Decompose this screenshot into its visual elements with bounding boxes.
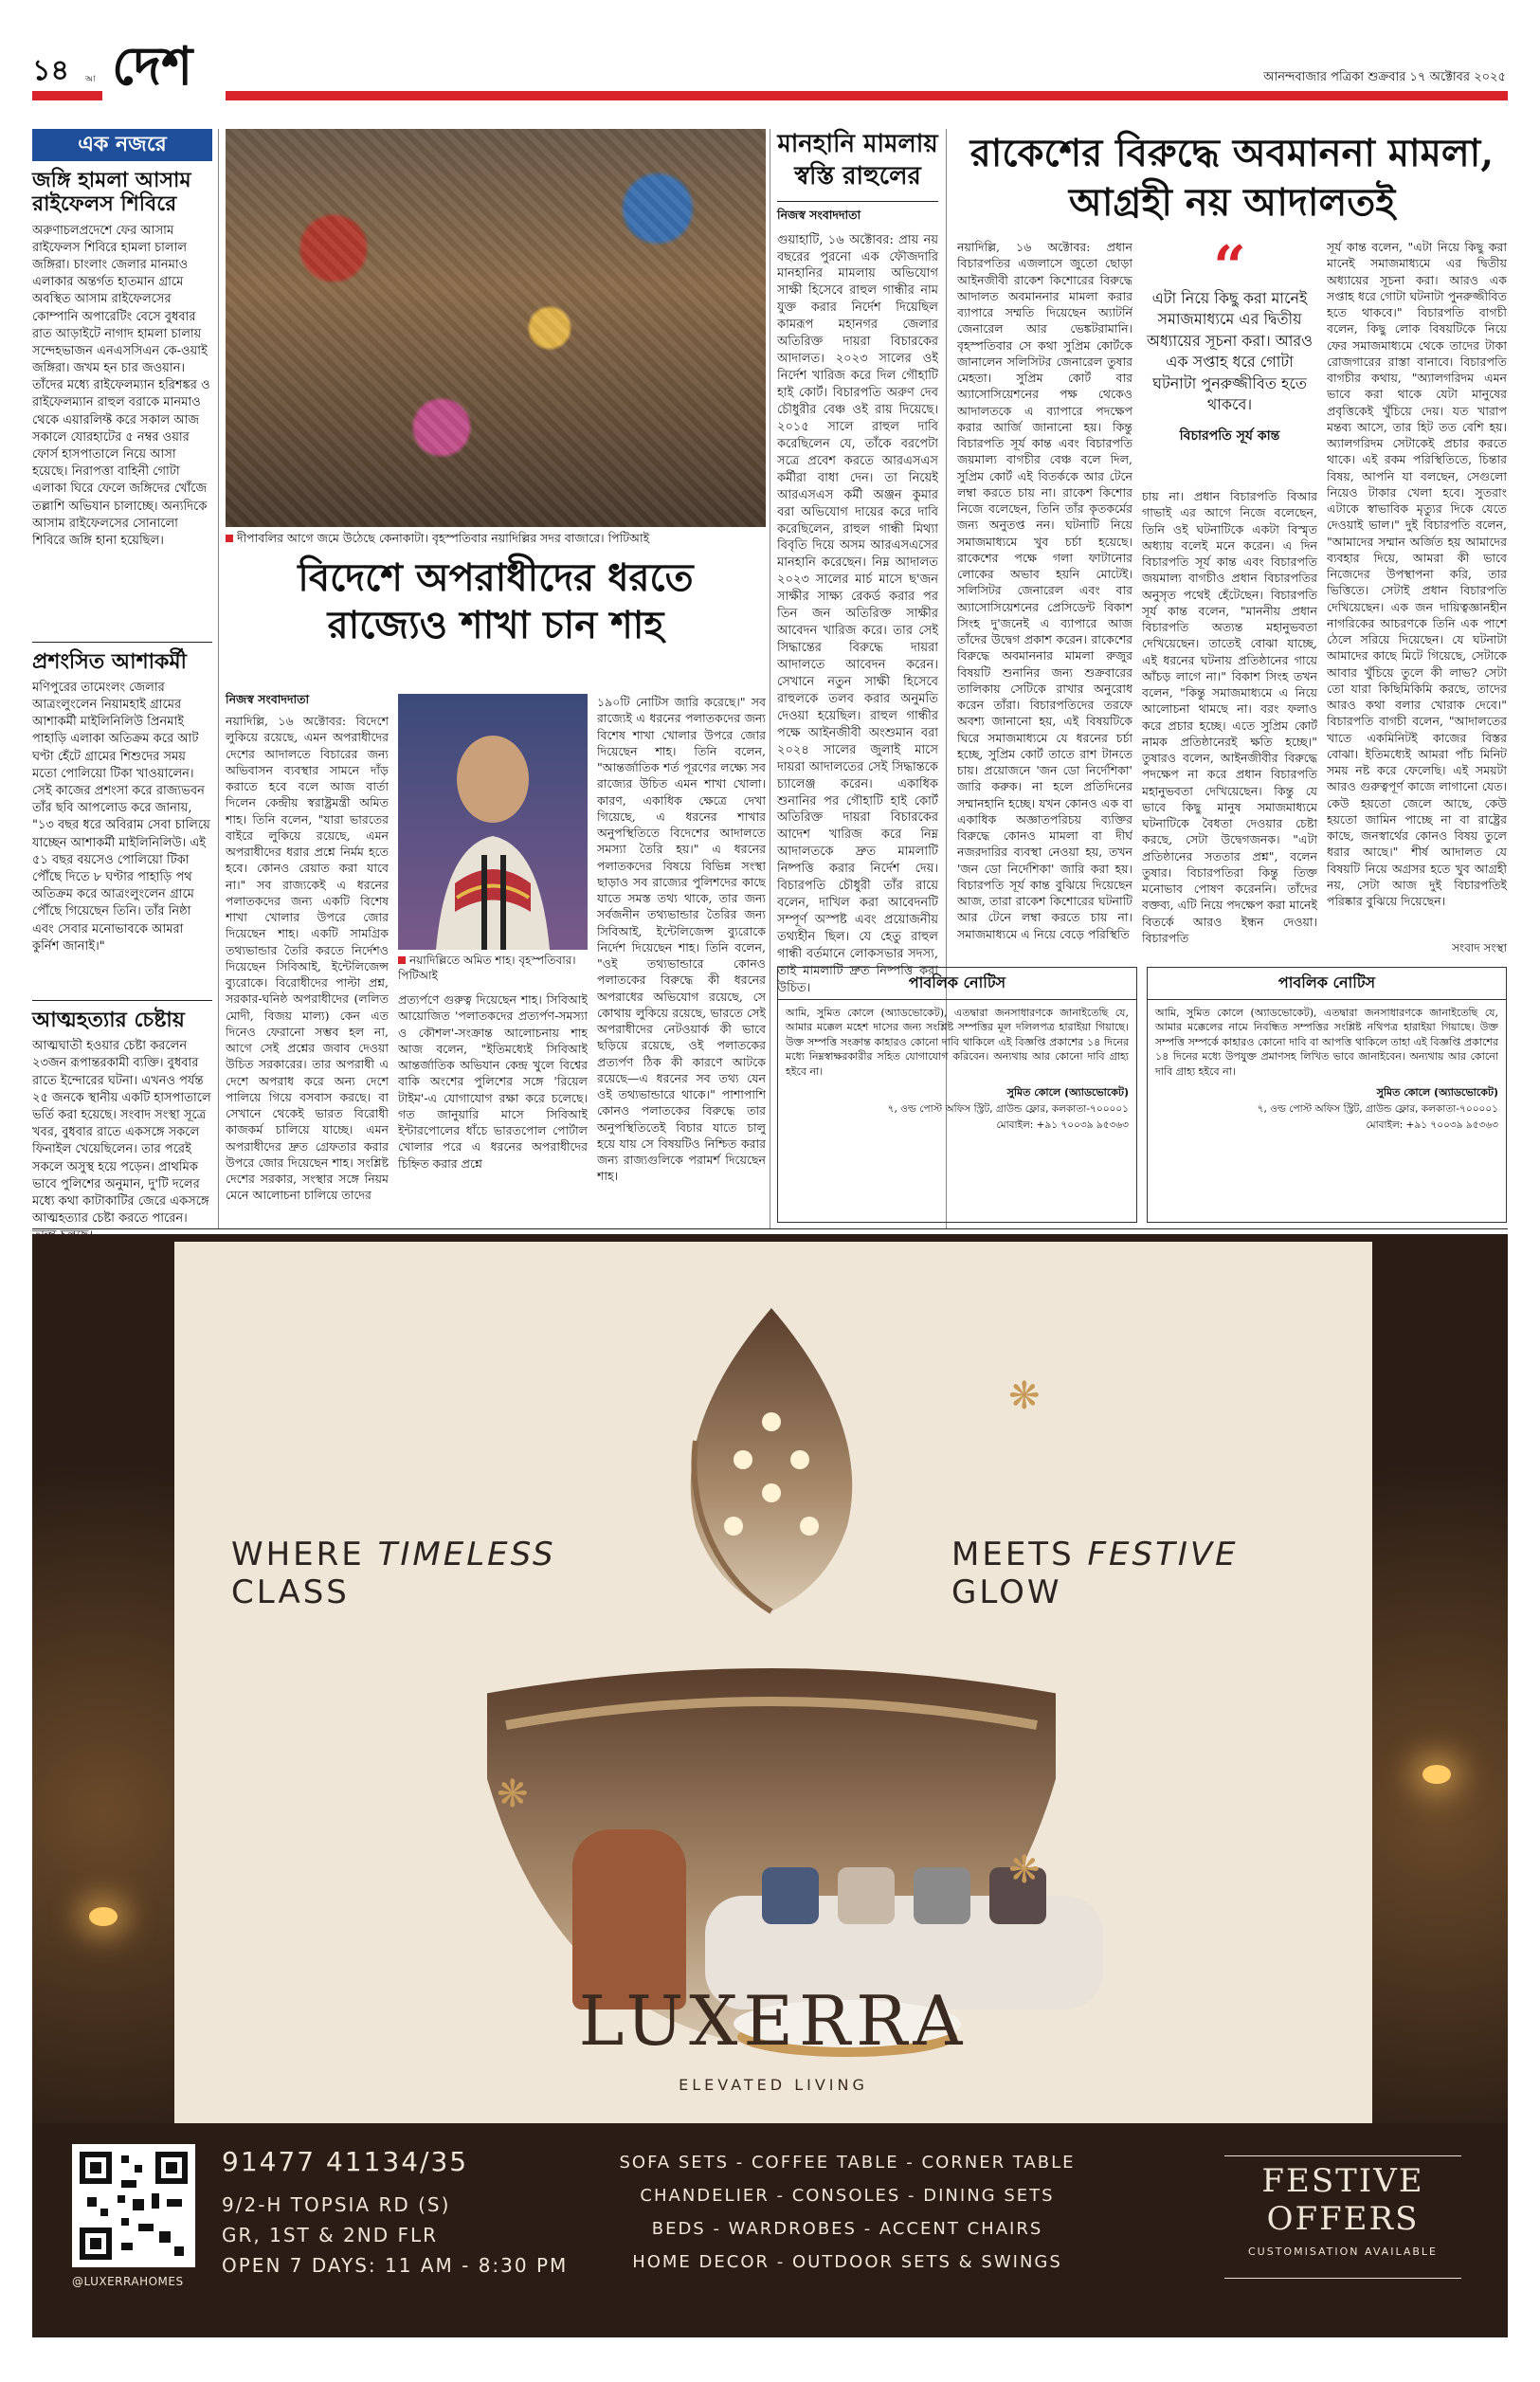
sparkle-icon: ❋ [497, 1773, 529, 1816]
ad-tagline-right [951, 1536, 1350, 1611]
festive-offers-box [1224, 2155, 1461, 2279]
portrait-figure-icon [398, 694, 588, 950]
shah-headline-line-1: বিদেশে অপরাধীদের ধরতে [298, 555, 694, 600]
ad-left-ambience [32, 1234, 174, 2123]
sidebar-headline-2: প্রশংসিত আশাকর্মী [32, 649, 187, 674]
divider [32, 1228, 1508, 1229]
qr-pattern-icon [80, 2152, 188, 2260]
sidebar-text-3: আত্মঘাতী হওয়ার চেষ্টা করলেন ২৩জন রূপান্তরকামী ব্যক্তি। বুধবার রাতে ইন্দোরের ঘটনা। এখনও পর্যন্ত ২৫ জনকে স্থানীয় একটি হাসপাতালে ভর্তি করা হয়েছে। সংবাদ সংস্থা সূত্রে খবর, বুধবার রাতে একসঙ্গে সকলে ফিনাইল খেয়েছিলেন। তার পরেই সকলে অসুস্থ হয়ে পড়েন। প্রাথমিক ভাবে পুলিশের অনুমান, দু'টি দলের মধ্যে কথা কাটাকাটির জেরে একসঙ্গে আত্মহত্যার চেষ্টা করতে পারেন। [32, 1039, 211, 1227]
tagline-emphasis: TIMELESS [377, 1536, 556, 1573]
notice-text: আমি, সুমিত কোলে (অ্যাডভোকেট), এতদ্বারা জনসাধারণকে জানাইতেছি যে, আমার মক্কেল মহেশ দাসের জন্য সংশ্লিষ্ট সম্পত্তির মূল দলিলপত্র হারাইয়া গিয়াছে। উক্ত সম্পত্তি সংক্রান্ত কাহারও কোনো দাবি থাকিলে এই বিজ্ঞপ্তি প্রকাশের ১৪ দিনের মধ্যে নিম্নস্বাক্ষরকারীর সহিত যোগাযোগ করিবেন। অন্যথায় আর কোনো দাবি গ্রাহ্য হইবে না। [786, 1007, 1129, 1078]
sparkle-icon: ❋ [1008, 1374, 1041, 1418]
cushion [838, 1867, 895, 1924]
sidebar-headline-1: জঙ্গি হামলা আসাম রাইফেলস শিবিরে [32, 169, 191, 217]
sidebar-text-2: মণিপুরের তামেংলং জেলার আত্ৰংলুংলেন নিয়ামহাই গ্রামের আশাকর্মী মাইলিনিলিউ প্রিনমাই পাহাড়ি এলাকা অতিক্রম করে আট ঘণ্টা হেঁটে গ্রামের শিশুদের সময় মতো পোলিয়ো টিকা খাওয়ালেন। সেই কাজের প্রশংসা করে রাজ্যভবন তাঁর ছবি আপলোড করে জানায়, "১৩ বছর ধরে অবিরাম সেবা চালিয়ে যাচ্ছেন আশাকর্মী মাইলিনিলিউ। এই ৫১ বছর বয়সেও পোলিয়ো টিকা পৌঁছে দিতে ৮ ঘণ্টার পাহাড়ি পথ অতিক্রম করে আত্ৰংলুংলেন গ্রামে পৌঁছে গিয়েছেন তিনি। তাঁর নিষ্ঠা এবং সেবার মনোভাবকে আমরা কুর্নিশ জানাই।" [32, 680, 210, 954]
header-bar-left [32, 91, 102, 100]
qr-code-icon [72, 2144, 195, 2267]
cushion [914, 1867, 970, 1924]
notice-title: পাবলিক নোটিস [778, 968, 1136, 1000]
diya-lamp-icon [1422, 1765, 1451, 1784]
phone-number: 91477 41134/35 [222, 2146, 469, 2177]
rakesh-pullquote-attribution: বিচারপতি সূর্য কান্ত [1179, 428, 1280, 445]
sidebar-text-1: অরুণাচলপ্রদেশে ফের আসাম রাইফেলস শিবিরে হামলা চালাল জঙ্গিরা। চাংলাং জেলার মানমাও এলাকার অন্তর্গত হাতমান গ্রামে অবস্থিত আসাম রাইফেলসের কোম্পানি অপারেটিং বেসে বুধবার রাত আড়াইটে নাগাদ হামলা চালায় সন্দেহভাজন এনএসসিএন কে-ওয়াই জঙ্গিরা। জখম হন চার জওয়ান। তাঁদের মধ্যে রাইফেলম্যান হরিশঙ্কর ও রাইফেলম্যান রাহুল বরাকে মানমাও থেকে এয়ারলিফ্ট করে সকাল আজ সকালে যোরহাটের ৫ নম্বর ওয়ার ফোর্স হাসপাতালে নিয়ে আসা হয়েছে। নিরাপত্তা বাহিনী গোটা এলাকা ঘিরে ফেলে জঙ্গিদের খোঁজে তল্লাশি অভিযান চালাচ্ছে। অন্যদিকে আসাম রাইফেলসের সোনালো শিবিরে জঙ্গি হানা হয়েছিল। [32, 223, 210, 548]
rakesh-pullquote: এটা নিয়ে কিছু করা মানেই সমাজমাধ্যমে এর দ্বিতীয় অধ্যায়ের সূচনা করা। আরও এক সপ্তাহ ধরে গোটা ঘটনাটা পুনরুজ্জীবিত হতে থাকবে। [1146, 289, 1313, 413]
amit-shah-photo [398, 694, 588, 950]
product-list [601, 2146, 1094, 2279]
shah-col-3: ১৯০টি নোটিস জারি করেছে।" সব রাজ্যেই এ ধরনের পলাতকদের জন্য বিশেষ শাখা খোলার উপরে জোর দিয়েছেন শাহ। তিনি বলেন, "আন্তর্জাতিক শর্ত পূরণের লক্ষ্যে সব রাজ্যের উচিত এমন শাখা খোলা। কারণ, একাধিক ক্ষেত্রে দেখা গিয়েছে, এ ধরনের শাখার অনুপস্থিতিতে বিদেশের আদালতে সমস্যা তৈরি হয়।" এ ধরনের পলাতকদের বিষয়ে বিভিন্ন সংস্থা ছাড়াও সব রাজ্যের পুলিশদের কাছে যাতে সমস্ত তথ্য থাকে, তার জন্য সর্বজনীন তথ্যভান্ডার তৈরির জন্য সিবিআই, ইন্টেলিজেন্স ব্যুরোকে নির্দেশ দিয়েছেন শাহ। তিনি বলেন, "ওই তথ্যভান্ডারে কোনও পলাতকের বিরুদ্ধে কী ধরনের অপরাধের অভিযোগ রয়েছে, সে কোথায় লুকিয়ে রয়েছে, ভারতে সেই অপরাধীদের নেটওয়ার্ক কী ভাবে ছড়িয়ে রয়েছে, ওই পলাতকের প্রত্যর্পণ ঠিক কী কারণে আটকে রয়েছে—এ ধরনের সব তথ্য যেন ওই তথ্যভান্ডারে থাকে।" পাশাপাশি কোনও পলাতকের বিরুদ্ধে তার অনুপস্থিতিতেই বিচার যাতে চালু হয়ে যায় সে বিষয়টিও নিশ্চিত করার জন্য রাজ্যগুলিকে পরামর্শ দিয়েছেন শাহ। [597, 695, 766, 1184]
notice-phone: মোবাইল: +৯১ ৭০০৩৯ ৯৫৩৬৩ [1366, 1118, 1498, 1131]
photo-caption-text: দীপাবলির আগে জমে উঠেছে কেনাকাটা। বৃহস্পতিবার নয়াদিল্লির সদর বাজারে। পিটিআই [237, 531, 650, 545]
address-line-2: GR, 1ST & 2ND FLR [222, 2224, 439, 2246]
rakesh-col-2: চায় না। প্রধান বিচারপতি বিআর গাভাই এর আগে নিজে বলেছেন, তিনি ওই ঘটনাটিকে একটা বিস্মৃত অধ্যায় বলেই মনে করেন। এ দিন বিচারপতি সূর্য কান্ত এবং বিচারপতি জয়মাল্য বাগচীও প্রধান বিচারপতির অনুসৃত পথেই হেঁটেছেন। বিচারপতি সূর্য কান্ত বলেন, "মাননীয় প্রধান বিচারপতি অত্যন্ত মহানুভবতা দেখিয়েছেন। তাতেই বোঝা যাচ্ছে, এই ধরনের ঘটনায় প্রতিষ্ঠানের গায়ে আঁচড় লাগে না।" বিকাশ সিংহ তখন বলেন, "কিন্তু সমাজমাধ্যমে এ নিয়ে আলোচনা থামছে না। বরং ফলাও করে প্রচার হচ্ছে। এতে সুপ্রিম কোর্ট নামক প্রতিষ্ঠানেরই ক্ষতি হচ্ছে।" তুষারও বলেন, আইনজীবীর বিরুদ্ধে পদক্ষেপ না করে প্রধান বিচারপতি মহানুভবতা দেখিয়েছেন। কিন্তু যে ভাবে কিছু মানুষ সমাজমাধ্যমে ঘটনাটিকে বৈধতা দেওয়ার চেষ্টা করছে, সেটা উদ্বেগজনক। "এটা প্রতিষ্ঠানের সততার প্রশ্ন", বলেন তুষার। বিচারপতিরা কিন্তু তিক্ত মনোভাব পোষণ করেননি। তাঁদের বক্তব্য, এটি নিয়ে পদক্ষেপ করা মানেই বিতর্কে আরও ইন্ধন দেওয়া। বিচারপতি [1142, 489, 1317, 945]
notice-address: ৭, ওল্ড পোস্ট অফিস স্ট্রিট, গ্রাউন্ড ফ্লোর, কলকাতা-৭০০০০১ [1257, 1102, 1498, 1115]
caption-marker-icon [226, 535, 233, 542]
notice-signer: সুমিত কোলে (অ্যাডভোকেট) [1006, 1085, 1129, 1099]
column-rule [218, 129, 219, 1228]
ad-right-ambience [1372, 1234, 1508, 2123]
offer-title-2: OFFERS [1266, 2200, 1420, 2238]
rahul-headline: মানহানি মামলায় স্বস্তি রাহুলের [777, 130, 938, 191]
header-bar-right [226, 91, 1508, 100]
shah-col-2-bottom: প্রত্যর্পণে গুরুত্ব দিয়েছেন শাহ। সিবিআই আয়োজিত 'পলাতকদের প্রত্যর্পণ-সমস্যা ও কৌশল'-সংক্রান্ত আলোচনায় শাহ আজ বলেন, "ইতিমধ্যেই সিবিআই আন্তর্জাতিক অভিযান কেন্দ্র খুলে বিশ্বের বাকি অংশের পুলিশের সঙ্গে 'রিয়েল টাইম'-এ যোগাযোগ রক্ষা করে চলেছে। গত জানুয়ারি মাসে সিবিআই ইন্টারপোলের ধাঁচে ভারতপোল পোর্টাল খোলার পরে এ ধরনের অপরাধীদের চিহ্নিত করার প্রশ্নে [398, 992, 588, 1171]
tagline-text: CLASS [231, 1573, 350, 1611]
rakesh-credit: সংবাদ সংস্থা [1452, 941, 1507, 955]
rahul-body: গুয়াহাটি, ১৬ অক্টোবর: প্রায় নয় বছরের পুরনো এক ফৌজদারি মানহানির মামলায় অভিযোগ সাক্ষী হিসেবে রাহুল গান্ধীর নাম যুক্ত করার নির্দেশ দিয়েছিল কামরূপ মহানগর জেলার অতিরিক্ত দায়রা বিচারকের আদালত। ২০২৩ সালের ওই নির্দেশ খারিজ করে দিল গৌহাটি হাই কোর্ট। বিচারপতি অরুণ দেব চৌধুরীর বেঞ্চ ওই রায় দিয়েছে। ২০১৫ সালে রাহুল দাবি করেছিলেন যে, তাঁকে বরপেটা সত্রে প্রবেশ করতে আরএসএস কর্মীরা বাধা দেন। তা নিয়েই আরএসএস কর্মী অঞ্জন কুমার বরা অভিযোগ দায়ের করে দাবি করেছিলেন, রাহুল গান্ধী মিথ্যা বিবৃতি দিয়ে অসম আরএসএসের মানহানি করেছেন। নিম্ন আদালত ২০২৩ সালের মার্চ মাসে ছ'জন সাক্ষীর সাক্ষ্য রেকর্ড করার পর তিন জন অতিরিক্ত সাক্ষীর আবেদন খারিজ করে। তার সেই সিদ্ধান্তের বিরুদ্ধে দায়রা আদালতে আবেদন করেন। সেখানে নতুন সাক্ষী হিসেবে রাহুলকে তলব করার অনুমতি দেওয়া হয়েছিল। রাহুল গান্ধীর পক্ষে আইনজীবী অংশুমান বরা ২০২৪ সালের জুলাই মাসে দায়রা আদালতের সেই সিদ্ধান্তকে চ্যালেঞ্জ করেন। একাধিক শুনানির পর গৌহাটি হাই কোর্ট অতিরিক্ত দায়রা বিচারকের আদেশ খারিজ করে নিম্ন আদালতকে দ্রুত মামলাটি নিষ্পত্তি করার নির্দেশ দেয়। বিচারপতি চৌধুরী তাঁর রায়ে বলেন, দাখিল করা আবেদনটি সম্পূর্ণ অস্পষ্ট এবং প্রয়োজনীয় তথ্যহীন ছিল। যে হেতু রাহুল গান্ধী বর্তমানে লোকসভার সদস্য, তাই মামলাটি দ্রুত নিষ্পত্তি করা উচিত। [777, 232, 938, 995]
brand-subtitle: ELEVATED LIVING [679, 2076, 868, 2094]
sidebar [32, 129, 212, 1228]
market-crowd-photo [226, 129, 766, 527]
tagline-emphasis: FESTIVE [1087, 1536, 1239, 1573]
tagline-text: WHERE [231, 1536, 378, 1573]
shah-headline-line-2: রাজ্যেও শাখা চান শাহ [327, 603, 664, 647]
divider [32, 1000, 212, 1001]
shah-col-1: নয়াদিল্লি, ১৬ অক্টোবর: বিদেশে লুকিয়ে রয়েছে, এমন অপরাধীদের দেশের আদালতে বিচারের জন্য অভিবাসন ব্যবস্থার সামনে দাঁড় করাতে হবে বলে আজ বার্তা দিলেন কেন্দ্রীয় স্বরাষ্ট্রমন্ত্রী অমিত শাহ। তিনি বলেন, "যারা ভারতের বাইরে লুকিয়ে রয়েছে, এমন অপরাধীদের ধরার প্রশ্নে নির্মম হতে হবে। কোনও রেয়াত করা যাবে না।" সব রাজ্যকেই এ ধরনের পলাতকদের জন্য একটি বিশেষ শাখা খোলার উপরে জোর দিয়েছেন শাহ। একটি সামগ্রিক তথ্যভান্ডার তৈরি করতে নির্দেশও দিয়েছেন সিবিআই, ইন্টেলিজেন্স ব্যুরোকে। বিরোধীদের পাল্টা প্রশ্ন, সরকার-ঘনিষ্ঠ অপরাধীদের (ললিত মোদী, বিজয় মাল্য) কেন এত দিনেও ফেরানো সম্ভব হল না, আগে সেই প্রশ্নের জবাব দেওয়া উচিত সরকারের। তার অপরাধী এ দেশে অপরাধ করে অন্য দেশে পালিয়ে গিয়ে বসবাস করছে। বা সেখানে থেকেই ভারত বিরোধী কাজকর্ম চালিয়ে যাচ্ছে। এমন অপরাধীদের দ্রুত গ্রেফতার করার উপরে জোর দিয়েছেন শাহ। সংশ্লিষ্ট দেশের সরকার, সংস্থার সঙ্গে নিয়ম মেনে আলোচনা চালিয়ে তাদের [226, 714, 389, 1203]
product-line: BEDS - WARDROBES - ACCENT CHAIRS [651, 2219, 1043, 2239]
tagline-text: MEETS [951, 1536, 1088, 1573]
tagline-text: GLOW [951, 1573, 1062, 1611]
cushion [762, 1867, 819, 1924]
rahul-byline: নিজস্ব সংবাদদাতা [777, 207, 861, 222]
shah-photo-caption [398, 954, 588, 983]
divider [777, 201, 938, 202]
shah-headline [226, 555, 766, 649]
shah-caption-text: নয়াদিল্লিতে অমিত শাহ। বৃহস্পতিবার। পিটিআই [398, 954, 576, 982]
offer-title-1: FESTIVE [1261, 2162, 1424, 2200]
sparkle-icon: ❋ [1008, 1848, 1041, 1892]
product-line: HOME DECOR - OUTDOOR SETS & SWINGS [632, 2252, 1062, 2272]
sidebar-title: এক নজরে [32, 129, 212, 161]
notice-title: পাবলিক নোটিস [1148, 968, 1506, 1000]
shah-byline: নিজস্ব সংবাদদাতা [226, 692, 310, 706]
notice-address: ৭, ওল্ড পোস্ট অফিস স্ট্রিট, গ্রাউন্ড ফ্লোর, কলকাতা-৭০০০০১ [887, 1102, 1129, 1115]
page-number: ১৪ [32, 54, 69, 87]
section-logo: দেশ [112, 35, 193, 98]
rakesh-pullquote-box [1142, 234, 1317, 481]
notice-phone: মোবাইল: +৯১ ৭০০৩৯ ৯৫৩৬৩ [996, 1118, 1129, 1131]
diya-lamp-icon [89, 1907, 118, 1926]
logo-small: আ [85, 75, 96, 84]
notice-text: আমি, সুমিত কোলে (অ্যাডভোকেট), এতদ্বারা জনসাধারণকে জানাইতেছি যে, আমার মক্কেলের নামে নিবন্ধিত সম্পত্তির সংশ্লিষ্ট নথিপত্র হারাইয়া গিয়াছে। উক্ত সম্পত্তি সম্পর্কে কাহারও কোনো দাবি বা আপত্তি থাকিলে তাহা এই বিজ্ঞপ্তি প্রকাশের ১৪ দিনের মধ্যে উপযুক্ত প্রমাণসহ লিখিত ভাবে জানাইবেন। অন্যথায় আর কোনো দাবি গ্রাহ্য হইবে না। [1155, 1007, 1498, 1078]
rakesh-headline: রাকেশের বিরুদ্ধে অবমাননা মামলা, আগ্রহী নয় আদালতই [969, 131, 1495, 225]
product-line: CHANDELIER - CONSOLES - DINING SETS [640, 2186, 1055, 2206]
public-notice-1 [777, 967, 1137, 1223]
product-line: SOFA SETS - COFFEE TABLE - CORNER TABLE [619, 2153, 1076, 2173]
sidebar-headline-3: আত্মহত্যার চেষ্টায় [32, 1008, 185, 1032]
offer-subtitle: CUSTOMISATION AVAILABLE [1248, 2246, 1438, 2258]
header-dateline: আনন্দবাজার পত্রিকা শুক্রবার ১৭ অক্টোবর ২০২৫ [1263, 70, 1506, 84]
ad-main-panel [174, 1242, 1372, 2123]
social-handle: @LUXERRAHOMES [72, 2275, 184, 2288]
address-line-1: 9/2-H TOPSIA RD (S) [222, 2193, 451, 2216]
rakesh-col-1: নয়াদিল্লি, ১৬ অক্টোবর: প্রধান বিচারপতির এজলাসে জুতো ছোড়া আইনজীবী রাকেশ কিশোরের বিরুদ্ধে আদালত অবমাননার মামলা করার ব্যাপারে সম্মতি দিয়েছেন অ্যাটর্নি জেনারেল আর ভেঙ্কটরামানি। বৃহস্পতিবার সে কথা সুপ্রিম কোর্টকে জানালেন সলিসিটর জেনারেল তুষার মেহতা। সুপ্রিম কোর্ট বার অ্যাসোসিয়েশনের পক্ষ থেকেও আদালতকে এ ব্যাপারে পদক্ষেপ করার আর্জি জানানো হয়। কিন্তু বিচারপতি সূর্য কান্ত এবং বিচারপতি জয়মাল্য বাগচীর বেঞ্চ বলে দিল, সুপ্রিম কোর্ট এই বিতর্ককে আর টেনে লম্বা করতে চায় না। রাকেশ কিশোর নিজে বলেছেন, তিনি তাঁর কৃতকর্মের জন্য অনুতপ্ত নন। ঘটনাটি নিয়ে সমাজমাধ্যমে খুব চর্চা হয়েছে। রাকেশের পক্ষে গলা ফাটানোর লোকের অভাব হয়নি মোটেই। সলিসিটর জেনারেল এবং বার অ্যাসোসিয়েশনের প্রেসিডেন্ট বিকাশ সিংহ দু'জনেই এ ব্যাপারে আজ তাঁদের উদ্বেগ প্রকাশ করেন। রাকেশের বিরুদ্ধে অবমাননার মামলা রুজুর বিষয়টি শুনানির জন্য শুক্রবারের তালিকায় সেটিকে রাখার অনুরোধ করেন তাঁরা। বিচারপতিদের তরফে অবশ্য জানানো হয়, এই বিষয়টিকে ঘিরে সমাজমাধ্যমে যে ধরনের চর্চা হচ্ছে, সুপ্রিম কোর্ট তাতে রাশ টানতে চায়। প্রয়োজনে 'জন ডো নির্দেশিকা' জারি করুক। না হলে প্রতিদিনের সম্মানহানি হচ্ছে। যখন কোনও এক বা একাধিক অজ্ঞাতপরিচয় ব্যক্তির বিরুদ্ধে কোনও মামলা বা দীর্ঘ নজরদারির ব্যবস্থা নেওয়া হয়, তখন 'জন ডো নির্দেশিকা' জারি করা হয়। বিচারপতি সূর্য কান্ত বুঝিয়ে দিয়েছেন আজ, তারা রাকেশ কিশোরের ঘটনাটি আর টেনে লম্বা করতে চায় না। সমাজমাধ্যমে এ নিয়ে বেড়ে পরিস্থিতি [957, 240, 1132, 941]
photo-caption [226, 531, 766, 546]
notice-signer: সুমিত কোলে (অ্যাডভোকেট) [1376, 1085, 1498, 1099]
caption-marker-icon [398, 956, 406, 964]
rakesh-col-3: সূর্য কান্ত বলেন, "এটা নিয়ে কিছু করা মানেই সমাজমাধ্যমে এর দ্বিতীয় অধ্যায়ের সূচনা করা। আরও এক সপ্তাহ ধরে গোটা ঘটনাটা পুনরুজ্জীবিত হতে থাকবে।" বিচারপতি বাগচী বলেন, কিছু লোক বিষয়টিকে নিয়ে ফের সমাজমাধ্যমে থেকে তাদের টাকা রোজগারের রাস্তা বানাবে। বিচারপতি বাগচীর কথায়, "অ্যালগরিদম এমন ভাবে করা থাকে যেটা মানুষের প্রবৃত্তিকেই খুঁচিয়ে দেয়। যত খারাপ মন্তব্য আসে, তার হিট তত বেশি হয়। অ্যালগরিদম সেটাকেই প্রচার করতে থাকে। এই রকম পরিস্থিতিতে, চিন্তার বিষয়, আপনি যা বলছেন, সেগুলো নিয়েও টাকার খেলা হবে। সুতরাং এটাকে স্বাভাবিক মৃত্যুর দিকে যেতে দেওয়াই ভাল।" দুই বিচারপতি বলেন, "আমাদের সম্মান অর্জিত হয় আমাদের ব্যবহার দিয়ে, আমরা কী ভাবে নিজেদের উপস্থাপনা করি, তার ভিত্তিতে। সেটাই প্রধান বিচারপতি দেখিয়েছেন। এক জন দায়িত্বজ্ঞানহীন নাগরিকের আচরণকে তিনি এক পাশে ঠেলে সরিয়ে দিয়েছেন। যে ঘটনাটা আমাদের কাছে মিটে গিয়েছে, সেটাকে আবার খুঁচিয়ে তুলে কী লাভ? সেটা তো যারা কিছিমিকিমি করছে, তাদের আরও কথা বলার খোরাক দেবে।" বিচারপতি বাগচী বলেন, "আদালতের খাতে একমিনিটই কাজের বিস্তর বোঝা। ইতিমধ্যেই আমরা পাঁচ মিনিট সময় নষ্ট করে ফেলেছি। এই সময়টা আরও গুরুত্বপূর্ণ কাজে লাগানো যেত। কেউ হয়তো জেলে আছে, কেউ হয়তো জামিন পাচ্ছে না বা রাষ্ট্রের কাছে, জনস্বার্থের কোনও বিষয় তুলে ধরার আছে।" শীর্ষ আদালত যে বিষয়টি নিয়ে অগ্রসর হতে খুব আগ্রহী নয়, সেটা আজ দুই বিচারপতিই পরিষ্কার বুঝিয়ে দিয়েছেন। [1327, 240, 1507, 908]
opening-hours: OPEN 7 DAYS: 11 AM - 8:30 PM [222, 2254, 569, 2277]
luxerra-advertisement [32, 1234, 1508, 2337]
public-notice-2 [1147, 967, 1507, 1223]
ad-tagline-left [231, 1536, 610, 1611]
divider [32, 642, 212, 643]
brand-logo: LUXERRA [578, 1981, 969, 2061]
quote-icon: “ [1213, 234, 1246, 300]
